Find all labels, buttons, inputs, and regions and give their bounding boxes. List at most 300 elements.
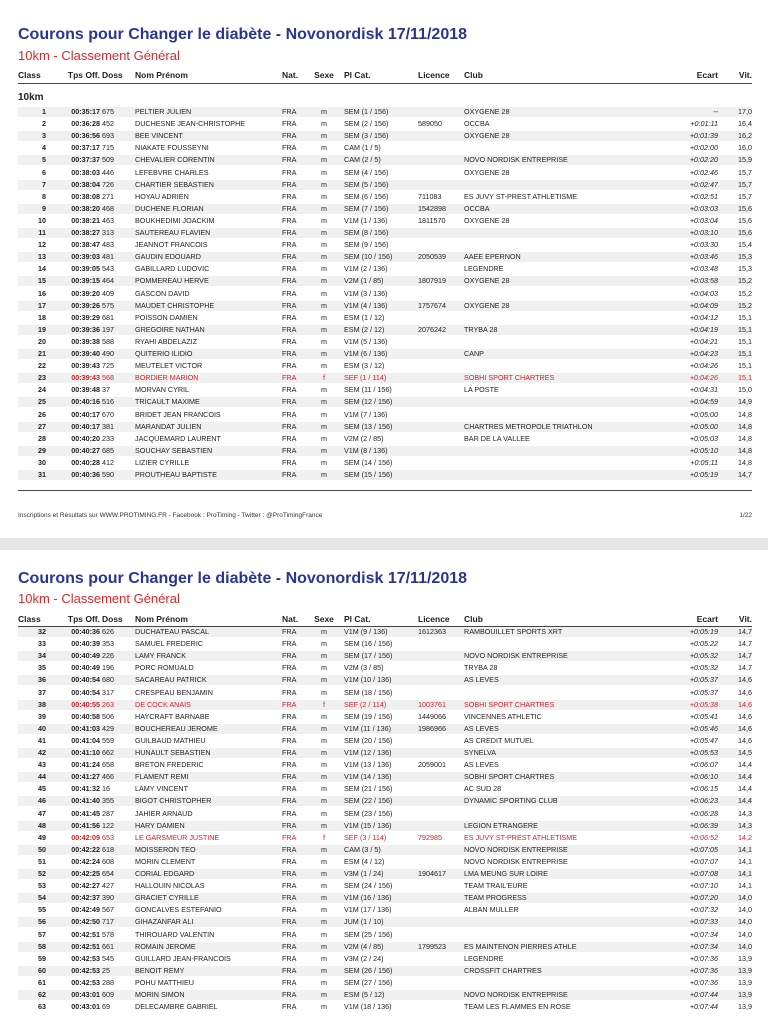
cell-name: LIZIER CYRILLE	[135, 457, 190, 467]
cell-category: SEM (16 / 156)	[344, 639, 393, 649]
cell-category: V1M (1 / 136)	[344, 215, 388, 225]
cell-sex: m	[321, 361, 327, 371]
table-row	[18, 700, 752, 710]
cell-sex: m	[321, 324, 327, 334]
cell-nat: FRA	[282, 711, 297, 721]
cell-club: ALBAN MULLER	[464, 905, 519, 915]
header-vit: Vit.	[738, 614, 752, 624]
cell-bib: 715	[102, 143, 114, 153]
table-row	[18, 760, 752, 770]
cell-bib: 412	[102, 457, 114, 467]
cell-sex: m	[321, 663, 327, 673]
cell-category: V1M (8 / 136)	[344, 445, 388, 455]
cell-time: 00:38:03	[71, 167, 100, 177]
cell-club: TRYBA 28	[464, 324, 498, 334]
cell-club: LEGION ETRANGERE	[464, 820, 538, 830]
page-separator	[0, 538, 768, 550]
cell-sex: m	[321, 893, 327, 903]
cell-bib: 16	[102, 784, 110, 794]
cell-time: 00:40:28	[71, 457, 100, 467]
cell-nat: FRA	[282, 820, 297, 830]
cell-category: SEM (8 / 156)	[344, 228, 389, 237]
cell-name: POMMEREAU HERVE	[135, 276, 209, 286]
cell-sex: m	[321, 796, 327, 806]
cell-gap: +0:05:22	[689, 639, 718, 649]
cell-licence: 1807919	[418, 276, 446, 286]
table-row	[18, 397, 752, 407]
cell-category: SEM (12 / 156)	[344, 397, 393, 407]
cell-sex: m	[321, 385, 327, 395]
cell-category: SEM (1 / 156)	[344, 107, 389, 116]
cell-name: GRACIET CYRILLE	[135, 893, 199, 903]
cell-speed: 14,1	[738, 856, 752, 866]
cell-time: 00:42:49	[71, 905, 100, 915]
cell-time: 00:40:55	[71, 699, 100, 709]
cell-name: GAUDIN EDOUARD	[135, 252, 201, 262]
cell-time: 00:41:40	[71, 796, 100, 806]
cell-name: HAYCRAFT BARNABE	[135, 711, 210, 721]
cell-club: OXYGENE 28	[464, 107, 510, 116]
cell-sex: m	[321, 312, 327, 322]
cell-category: SEF (3 / 114)	[344, 832, 387, 842]
cell-rank: 46	[38, 796, 46, 806]
cell-sex: m	[321, 240, 327, 250]
cell-speed: 14,6	[738, 699, 752, 709]
cell-time: 00:39:20	[71, 288, 100, 298]
cell-bib: 37	[102, 385, 110, 395]
cell-rank: 56	[38, 917, 46, 927]
cell-gap: +0:03:46	[689, 252, 718, 262]
cell-speed: 13,9	[738, 953, 752, 963]
cell-sex: m	[321, 977, 327, 987]
cell-nat: FRA	[282, 252, 297, 262]
cell-club: NOVO NORDISK ENTREPRISE	[464, 990, 568, 999]
cell-licence: 1799523	[418, 941, 446, 951]
table-row	[18, 869, 752, 879]
cell-sex: m	[321, 675, 327, 685]
cell-name: SACAREAU PATRICK	[135, 675, 207, 685]
cell-club: NOVO NORDISK ENTREPRISE	[464, 856, 568, 866]
cell-nat: FRA	[282, 312, 297, 322]
cell-sex: m	[321, 856, 327, 866]
cell-sex: m	[321, 990, 327, 999]
cell-category: SEF (2 / 114)	[344, 699, 387, 709]
cell-speed: 14,1	[738, 881, 752, 891]
table-row	[18, 954, 752, 964]
cell-name: JAHIER ARNAUD	[135, 808, 193, 818]
cell-licence: 1986966	[418, 723, 446, 733]
cell-rank: 34	[38, 651, 46, 661]
cell-category: V1M (6 / 136)	[344, 349, 388, 358]
cell-name: DUCHATEAU PASCAL	[135, 627, 210, 636]
cell-time: 00:42:27	[71, 881, 100, 891]
cell-rank: 26	[38, 409, 46, 419]
cell-category: V1M (16 / 136)	[344, 893, 392, 903]
cell-name: MARANDAT JULIEN	[135, 421, 202, 431]
cell-name: MOISSERON TEO	[135, 844, 196, 854]
cell-gap: +0:06:52	[689, 832, 718, 842]
cell-nat: FRA	[282, 977, 297, 987]
cell-gap: +0:03:30	[689, 240, 718, 250]
cell-gap: +0:06:10	[689, 772, 718, 782]
cell-club: NOVO NORDISK ENTREPRISE	[464, 651, 568, 661]
cell-rank: 44	[38, 772, 46, 782]
table-row	[18, 990, 752, 1000]
cell-rank: 33	[38, 639, 46, 649]
cell-gap: --	[713, 107, 718, 116]
cell-category: SEM (27 / 156)	[344, 977, 393, 987]
cell-time: 00:39:29	[71, 312, 100, 322]
cell-club: AS CREDIT MUTUEL	[464, 735, 534, 745]
cell-rank: 16	[38, 288, 46, 298]
cell-club: OXYGENE 28	[464, 300, 510, 310]
cell-category: ESM (5 / 12)	[344, 990, 385, 999]
cell-club: BAR DE LA VALLEE	[464, 433, 530, 443]
cell-category: V1M (5 / 136)	[344, 336, 388, 346]
cell-time: 00:41:10	[71, 748, 100, 757]
table-row	[18, 289, 752, 299]
cell-rank: 4	[42, 143, 46, 153]
cell-time: 00:36:28	[71, 119, 100, 129]
table-row	[18, 736, 752, 746]
cell-time: 00:40:16	[71, 397, 100, 407]
cell-gap: +0:01:39	[689, 131, 718, 141]
cell-speed: 15,6	[738, 203, 752, 213]
cell-time: 00:42:51	[71, 941, 100, 951]
cell-gap: +0:07:34	[689, 941, 718, 951]
table-row	[18, 385, 752, 395]
cell-time: 00:40:36	[71, 470, 100, 479]
table-header-2	[18, 612, 752, 626]
cell-nat: FRA	[282, 832, 297, 842]
cell-bib: 568	[102, 373, 114, 383]
cell-time: 00:40:49	[71, 651, 100, 661]
cell-rank: 12	[38, 240, 46, 250]
cell-club: SOBHI SPORT CHARTRES	[464, 699, 555, 709]
cell-club: AS LEVES	[464, 760, 499, 770]
cell-bib: 578	[102, 929, 114, 939]
cell-time: 00:39:26	[71, 300, 100, 310]
cell-speed: 15,1	[738, 312, 752, 322]
cell-name: CORIAL EDGARD	[135, 869, 195, 878]
cell-sex: m	[321, 457, 327, 467]
cell-nat: FRA	[282, 264, 297, 274]
cell-club: TEAM PROGRESS	[464, 893, 527, 903]
cell-rank: 39	[38, 711, 46, 721]
cell-name: GASCON DAVID	[135, 288, 190, 298]
cell-bib: 693	[102, 131, 114, 141]
cell-club: SYNELVA	[464, 748, 497, 757]
cell-category: SEM (6 / 156)	[344, 191, 389, 201]
cell-nat: FRA	[282, 687, 297, 697]
cell-gap: +0:05:38	[689, 699, 718, 709]
cell-gap: +0:03:03	[689, 203, 718, 213]
header-doss: Doss	[102, 70, 123, 80]
cell-category: SEM (7 / 156)	[344, 203, 389, 213]
cell-club: AS LEVES	[464, 675, 499, 685]
cell-sex: m	[321, 203, 327, 213]
cell-name: BOUKHEDIMI JOACKIM	[135, 215, 215, 225]
cell-nat: FRA	[282, 349, 297, 358]
cell-nat: FRA	[282, 796, 297, 806]
cell-rank: 45	[38, 784, 46, 794]
cell-sex: m	[321, 1002, 327, 1012]
cell-time: 00:42:22	[71, 844, 100, 854]
cell-name: CRESPEAU BENJAMIN	[135, 687, 213, 697]
table-row	[18, 724, 752, 734]
table-row	[18, 639, 752, 649]
table-row	[18, 373, 752, 383]
header-ecart: Ecart	[696, 70, 718, 80]
cell-sex: m	[321, 228, 327, 237]
cell-club: OXYGENE 28	[464, 276, 510, 286]
cell-time: 00:42:53	[71, 977, 100, 987]
cell-rank: 13	[38, 252, 46, 262]
cell-gap: +0:05:10	[689, 445, 718, 455]
cell-sex: m	[321, 143, 327, 153]
cell-nat: FRA	[282, 131, 297, 141]
cell-nat: FRA	[282, 990, 297, 999]
cell-time: 00:38:08	[71, 191, 100, 201]
cell-name: DUCHENE FLORIAN	[135, 203, 204, 213]
cell-sex: m	[321, 470, 327, 479]
table-row	[18, 264, 752, 274]
cell-nat: FRA	[282, 107, 297, 116]
cell-category: CAM (1 / 5)	[344, 143, 381, 153]
cell-sex: m	[321, 869, 327, 878]
cell-category: SEM (23 / 156)	[344, 808, 393, 818]
cell-time: 00:43:01	[71, 990, 100, 999]
cell-bib: 662	[102, 748, 114, 757]
cell-nat: FRA	[282, 675, 297, 685]
table-row	[18, 240, 752, 250]
cell-category: SEM (14 / 156)	[344, 457, 393, 467]
cell-time: 00:39:05	[71, 264, 100, 274]
cell-gap: +0:07:34	[689, 929, 718, 939]
cell-speed: 14,1	[738, 869, 752, 878]
cell-sex: m	[321, 820, 327, 830]
cell-nat: FRA	[282, 735, 297, 745]
cell-gap: +0:04:26	[689, 361, 718, 371]
cell-speed: 15,7	[738, 179, 752, 189]
cell-speed: 14,8	[738, 409, 752, 419]
cell-gap: +0:02:00	[689, 143, 718, 153]
cell-speed: 14,7	[738, 651, 752, 661]
cell-speed: 14,0	[738, 893, 752, 903]
cell-category: SEM (24 / 156)	[344, 881, 393, 891]
cell-gap: +0:04:21	[689, 336, 718, 346]
cell-bib: 516	[102, 397, 114, 407]
cell-gap: +0:07:05	[689, 844, 718, 854]
cell-name: BRETON FREDERIC	[135, 760, 204, 770]
cell-category: V1M (14 / 136)	[344, 772, 392, 782]
section-label: 10km	[18, 92, 44, 103]
cell-licence: 2076242	[418, 324, 446, 334]
header-time: Tps Off.	[67, 614, 100, 624]
cell-licence: 1449066	[418, 711, 446, 721]
cell-gap: +0:07:10	[689, 881, 718, 891]
cell-nat: FRA	[282, 457, 297, 467]
header-doss: Doss	[102, 614, 123, 624]
cell-club: CANP	[464, 349, 484, 358]
cell-time: 00:42:53	[71, 965, 100, 975]
table-row	[18, 119, 752, 129]
cell-licence: 589050	[418, 119, 442, 129]
table-row	[18, 131, 752, 141]
cell-bib: 545	[102, 953, 114, 963]
cell-name: HARY DAMIEN	[135, 820, 185, 830]
table-row	[18, 168, 752, 178]
cell-time: 00:42:24	[71, 856, 100, 866]
cell-time: 00:42:50	[71, 917, 100, 927]
cell-name: HOYAU ADRIEN	[135, 191, 189, 201]
table-row	[18, 796, 752, 806]
header-nat: Nat.	[282, 70, 299, 80]
cell-sex: m	[321, 760, 327, 770]
cell-sex: m	[321, 179, 327, 189]
cell-bib: 313	[102, 228, 114, 237]
cell-licence: 2050539	[418, 252, 446, 262]
cell-name: CHEVALIER CORENTIN	[135, 155, 215, 165]
cell-club: NOVO NORDISK ENTREPRISE	[464, 844, 568, 854]
cell-name: SOUCHAY SEBASTIEN	[135, 445, 213, 455]
cell-sex: m	[321, 687, 327, 697]
cell-gap: +0:05:11	[690, 457, 718, 467]
cell-bib: 559	[102, 735, 114, 745]
cell-category: SEM (26 / 156)	[344, 965, 393, 975]
cell-rank: 10	[38, 215, 46, 225]
cell-category: SEM (19 / 156)	[344, 711, 393, 721]
cell-name: PELTIER JULIEN	[135, 107, 192, 116]
cell-time: 00:43:01	[71, 1002, 100, 1012]
cell-speed: 14,4	[738, 796, 752, 806]
cell-category: ESM (1 / 12)	[344, 312, 385, 322]
cell-speed: 15,1	[738, 336, 752, 346]
header-class: Class	[18, 614, 41, 624]
cell-time: 00:42:53	[71, 953, 100, 963]
cell-speed: 16,2	[738, 131, 752, 141]
cell-gap: +0:05:46	[689, 723, 718, 733]
cell-nat: FRA	[282, 760, 297, 770]
cell-rank: 61	[38, 977, 46, 987]
cell-bib: 481	[102, 252, 114, 262]
cell-rank: 51	[38, 856, 46, 866]
cell-bib: 353	[102, 639, 114, 649]
header-licence: Licence	[418, 614, 450, 624]
cell-nat: FRA	[282, 445, 297, 455]
cell-bib: 233	[102, 433, 114, 443]
cell-sex: m	[321, 723, 327, 733]
cell-time: 00:41:56	[71, 820, 100, 830]
cell-rank: 49	[38, 832, 46, 842]
table-row	[18, 276, 752, 286]
table-row	[18, 772, 752, 782]
table-row	[18, 1002, 752, 1012]
cell-category: ESM (4 / 12)	[344, 856, 385, 866]
cell-speed: 14,8	[738, 445, 752, 455]
cell-speed: 15,4	[738, 240, 752, 250]
cell-gap: +0:07:20	[689, 893, 718, 903]
cell-sex: m	[321, 215, 327, 225]
table-row	[18, 470, 752, 480]
table-row	[18, 893, 752, 903]
cell-rank: 42	[38, 748, 46, 757]
cell-nat: FRA	[282, 191, 297, 201]
cell-gap: +0:05:03	[689, 433, 718, 443]
cell-bib: 468	[102, 203, 114, 213]
cell-sex: m	[321, 155, 327, 165]
cell-rank: 50	[38, 844, 46, 854]
cell-gap: +0:06:15	[689, 784, 718, 794]
cell-rank: 36	[38, 675, 46, 685]
cell-name: THIROUARD VALENTIN	[135, 929, 215, 939]
cell-category: V1M (11 / 136)	[344, 723, 392, 733]
table-row	[18, 228, 752, 238]
cell-licence: 1811570	[418, 215, 446, 225]
cell-rank: 52	[38, 869, 46, 878]
cell-category: V2M (2 / 85)	[344, 433, 384, 443]
cell-time: 00:40:17	[71, 409, 100, 419]
cell-name: BEE VINCENT	[135, 131, 183, 141]
cell-club: OXYGENE 28	[464, 131, 510, 141]
cell-speed: 15,7	[738, 167, 752, 177]
cell-bib: 490	[102, 349, 114, 358]
cell-time: 00:39:43	[71, 373, 100, 383]
cell-speed: 15,2	[738, 300, 752, 310]
cell-name: DE COCK ANAIS	[135, 699, 191, 709]
table-row	[18, 651, 752, 661]
cell-rank: 60	[38, 965, 46, 975]
cell-time: 00:35:17	[71, 107, 100, 116]
cell-bib: 680	[102, 675, 114, 685]
cell-gap: +0:03:04	[689, 215, 718, 225]
cell-nat: FRA	[282, 856, 297, 866]
cell-category: SEM (11 / 156)	[344, 385, 392, 395]
cell-nat: FRA	[282, 869, 297, 878]
cell-category: V1M (2 / 136)	[344, 264, 388, 274]
cell-name: HUNAULT SEBASTIEN	[135, 748, 211, 757]
cell-speed: 14,9	[738, 397, 752, 407]
cell-time: 00:38:04	[71, 179, 100, 189]
cell-nat: FRA	[282, 155, 297, 165]
cell-club: TEAM TRAIL'EURE	[464, 881, 528, 891]
cell-name: NIAKATE FOUSSEYNI	[135, 143, 209, 153]
cell-rank: 7	[42, 179, 46, 189]
cell-bib: 464	[102, 276, 114, 286]
cell-nat: FRA	[282, 167, 297, 177]
cell-gap: +0:07:33	[689, 917, 718, 927]
cell-nat: FRA	[282, 699, 297, 709]
cell-sex: m	[321, 711, 327, 721]
cell-time: 00:39:48	[71, 385, 100, 395]
table-row	[18, 905, 752, 915]
cell-name: ROMAIN JEROME	[135, 941, 196, 951]
cell-rank: 2	[42, 119, 46, 129]
cell-category: V1M (7 / 136)	[344, 409, 388, 419]
cell-time: 00:40:17	[71, 421, 100, 431]
cell-gap: +0:07:44	[689, 1002, 718, 1012]
cell-rank: 11	[38, 228, 46, 237]
cell-gap: +0:05:47	[689, 735, 718, 745]
cell-rank: 23	[38, 373, 46, 383]
cell-nat: FRA	[282, 336, 297, 346]
cell-nat: FRA	[282, 941, 297, 951]
cell-category: SEM (22 / 156)	[344, 796, 393, 806]
cell-rank: 15	[38, 276, 46, 286]
cell-bib: 483	[102, 240, 114, 250]
cell-bib: 575	[102, 300, 114, 310]
cell-nat: FRA	[282, 143, 297, 153]
